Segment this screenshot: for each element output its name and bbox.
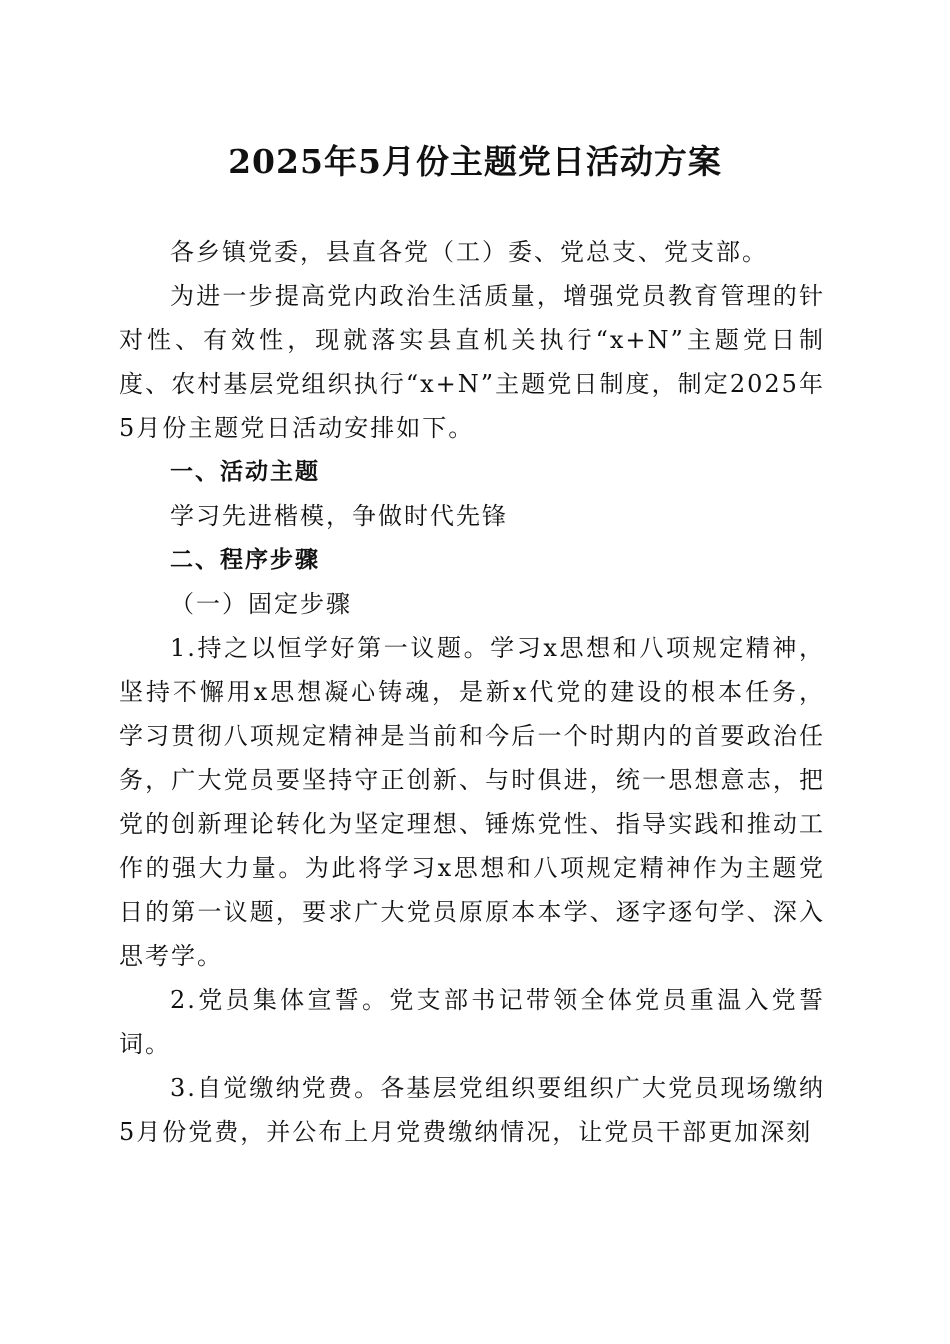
- document-title: 2025年5月份主题党日活动方案: [228, 142, 722, 181]
- document-body: [119, 230, 825, 1154]
- section-heading-theme: 一、活动主题: [170, 459, 320, 485]
- step-1-paragraph: 1.持之以恒学好第一议题。学习x思想和八项规定精神，坚持不懈用x思想凝心铸魂，是新x代党的建设的根本任务，学习贯彻八项规定精神是当前和今后一个时期内的首要政治任务，广大党员要坚持守正创新、与时俱进，统一思想意志，把党的创新理论转化为坚定理想、锤炼党性、指导实践和推动工作的强大力量。为此将学习x思想和八项规定精神作为主题党日的第一议题，要求广大党员原原本本学、逐字逐句学、深入思考学。: [119, 634, 825, 970]
- section-heading-procedure: 二、程序步骤: [170, 547, 320, 573]
- theme-text: 学习先进楷模，争做时代先锋: [170, 502, 508, 530]
- step-2-paragraph: 2.党员集体宣誓。党支部书记带领全体党员重温入党誓词。: [119, 986, 825, 1058]
- step-3-paragraph: 3.自觉缴纳党费。各基层党组织要组织广大党员现场缴纳5月份党费，并公布上月党费缴纳情况，让党员干部更加深刻: [119, 1074, 825, 1146]
- intro-paragraph: 为进一步提高党内政治生活质量，增强党员教育管理的针对性、有效性，现就落实县直机关执行“x+N”主题党日制度、农村基层党组织执行“x+N”主题党日制度，制定2025年5月份主题党日活动安排如下。: [119, 282, 825, 442]
- salutation: 各乡镇党委，县直各党（工）委、党总支、党支部。: [170, 238, 768, 266]
- subsection-heading-fixed-steps: （一）固定步骤: [170, 590, 352, 618]
